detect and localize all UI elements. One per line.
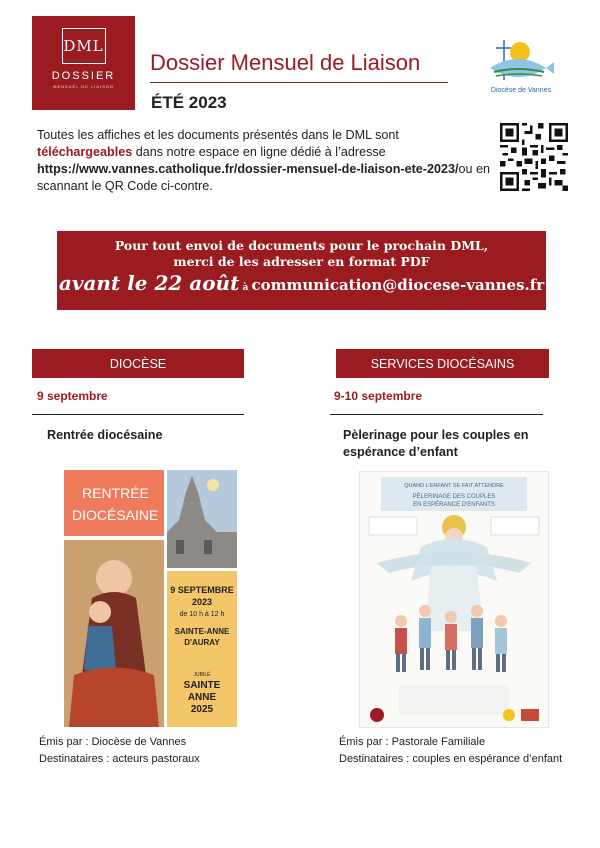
column-heading-diocese: DIOCÈSE [32, 349, 244, 378]
poster-pelerinage-couples[interactable] [359, 471, 549, 728]
poster-pelerinage-art [359, 471, 549, 728]
event-date-diocese: 9 septembre [37, 389, 108, 403]
banner-deadline: avant le 22 août [58, 271, 240, 295]
issuer-services: Émis par : Pastorale Familiale [339, 736, 486, 748]
recipients-services: Destinataires : couples en espérance d’enfant [339, 753, 563, 765]
poster1-title-line-1: RENTRÉE [82, 485, 149, 501]
event-title-diocese: Rentrée diocésaine [47, 428, 163, 442]
page-title: Dossier Mensuel de Liaison [150, 50, 421, 75]
column-heading-services: SERVICES DIOCÉSAINS [336, 349, 549, 378]
dml-logo-mark: DML [62, 28, 106, 64]
title-divider [150, 82, 448, 83]
banner-email-link[interactable]: communication@diocese-vannes.fr [251, 276, 545, 294]
column-divider-services [330, 414, 543, 415]
event-title-services: Pèlerinage pour les couples en espérance d’enfant [343, 428, 529, 459]
banner-line-3 [57, 271, 546, 295]
event-date-services: 9-10 septembre [334, 389, 423, 403]
download-link[interactable]: https://www.vannes.catholique.fr/dossier-mensuel-de-liaison-ete-2023/ [37, 162, 459, 176]
poster1-jubile: JUBILÉ [193, 672, 211, 678]
poster1-title-line-2: DIOCÉSAINE [72, 507, 159, 523]
poster2-tagline: QUAND L'ENFANT SE FAIT ATTENDRE [404, 483, 504, 489]
poster1-brand-line-2: ANNE [187, 692, 217, 703]
poster1-hours: de 10 h à 12 h [179, 611, 225, 618]
intro-part-3: ou en scannant le QR Code ci-contre. [37, 162, 491, 193]
poster-rentree-art [64, 470, 237, 727]
column-divider-diocese [32, 414, 244, 415]
intro-emphasis: téléchargeables [37, 145, 133, 159]
poster1-place-line-1: SAINTE-ANNE [174, 627, 230, 636]
page-subtitle: ÉTÉ 2023 [151, 93, 227, 112]
banner-line-2: merci de les adresser en format PDF [173, 254, 430, 269]
qr-code[interactable] [500, 123, 568, 191]
banner-line-1: Pour tout envoi de documents pour le prochain DML, [114, 238, 489, 253]
intro-part-1: Toutes les affiches et les documents présentés dans le DML sont [37, 128, 399, 142]
poster2-title-line-1: PÈLERINAGE DES COUPLES [412, 494, 496, 500]
poster1-brand-year: 2025 [190, 704, 214, 715]
dml-logo [32, 16, 135, 110]
poster1-year: 2023 [191, 597, 213, 607]
intro-text [37, 127, 497, 195]
dml-logo-word: DOSSIER [51, 70, 116, 82]
diocese-logo-icon [484, 32, 558, 106]
diocese-name: Diocèse de Vannes [490, 87, 552, 94]
poster2-title-line-2: EN ESPÉRANCE D'ENFANTS [413, 502, 495, 508]
banner-to: à [239, 283, 252, 293]
recipients-diocese: Destinataires : acteurs pastoraux [39, 753, 200, 765]
poster1-brand-line-1: SAINTE [183, 680, 221, 691]
poster-rentree-diocesaine[interactable] [64, 470, 237, 727]
dml-logo-sub: MENSUEL DE LIAISON [53, 84, 114, 89]
poster1-place-line-2: D'AURAY [184, 638, 220, 647]
submission-banner [57, 231, 546, 310]
intro-part-2: dans notre espace en ligne dédié à l’adresse [132, 145, 386, 159]
poster1-date: 9 SEPTEMBRE [170, 585, 234, 595]
issuer-diocese: Émis par : Diocèse de Vannes [39, 736, 187, 748]
